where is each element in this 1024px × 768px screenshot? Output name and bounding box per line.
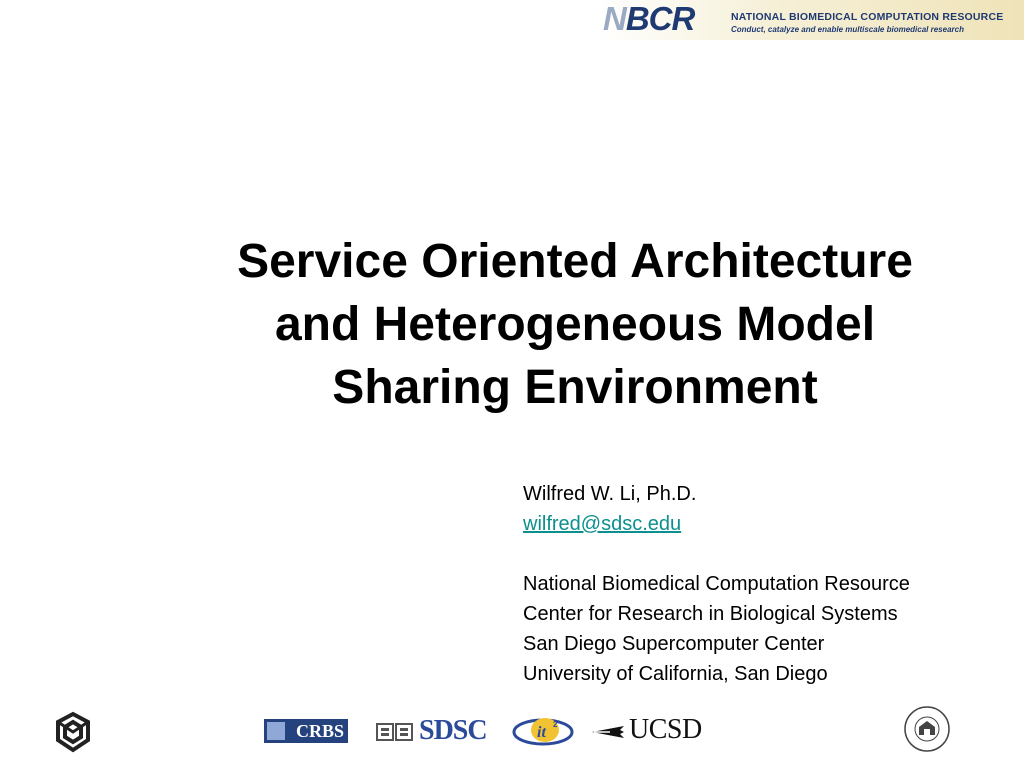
title-line-2: and Heterogeneous Model [274,298,876,351]
affiliation-2: Center for Research in Biological Systems [523,603,898,625]
affiliation-1: National Biomedical Computation Resource [523,573,910,595]
author-spacer [523,539,910,569]
sdsc-mark-icon [376,722,414,742]
calit2-logo-icon [512,715,574,747]
crbs-mark-icon [267,722,285,740]
nbcr-logo-prefix: N [603,0,626,37]
slide-title [160,230,990,419]
author-name: Wilfred W. Li, Ph.D. [523,483,697,505]
affiliation-3: San Diego Supercomputer Center [523,633,825,655]
affiliation-4: University of California, San Diego [523,663,828,685]
title-line-3: Sharing Environment [332,361,818,414]
ucsd-logo-text: UCSD [629,714,702,745]
ucsd-trident-icon [590,720,626,744]
nih-seal-icon [903,705,951,753]
sdsc-logo-text: SDSC [419,715,487,746]
title-line-1: Service Oriented Architecture [237,235,913,288]
svg-text:2: 2 [553,720,558,729]
nsf-logo-icon [50,710,96,754]
nbcr-logo [603,2,694,36]
org-tagline: Conduct, catalyze and enable multiscale biomedical research [731,25,964,34]
crbs-logo [264,719,348,743]
author-email-link[interactable]: wilfred@sdsc.edu [523,513,682,535]
org-name: NATIONAL BIOMEDICAL COMPUTATION RESOURCE [731,11,1004,23]
crbs-logo-text: CRBS [295,721,344,741]
nbcr-logo-text: BCR [625,0,695,37]
author-block [523,479,910,689]
svg-text:it: it [537,724,546,741]
